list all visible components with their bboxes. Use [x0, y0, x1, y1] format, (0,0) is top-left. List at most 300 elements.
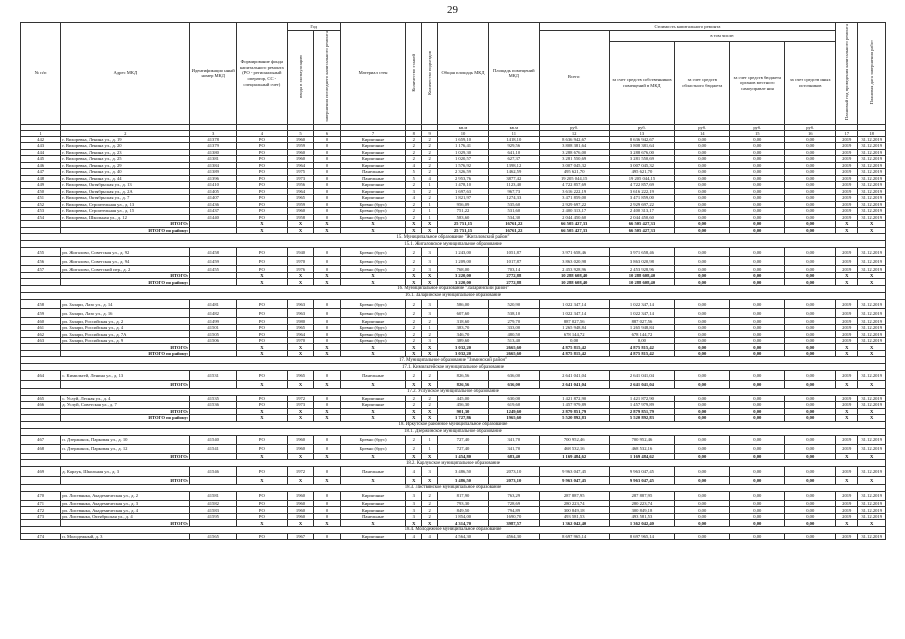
- rooms-area-cell: 728,69: [488, 500, 539, 507]
- total-area-cell: 1 454,80: [438, 453, 489, 460]
- local-budget-cell: 0,00: [730, 533, 785, 540]
- address-cell: ИТОГО:: [61, 476, 190, 484]
- section-header-row: [21, 285, 886, 292]
- fund-type-cell: РО: [236, 143, 287, 150]
- floors-cell: 3: [406, 188, 422, 195]
- other-sources-cell: 0,00: [785, 453, 836, 460]
- regional-budget-cell: 0,00: [675, 221, 730, 228]
- subsection-title: 16.1. Заларинское муниципальное образование: [21, 292, 886, 299]
- column-number-cell: 10: [438, 130, 489, 136]
- total-area-cell: 768,00: [438, 266, 489, 273]
- address-cell: г. Вихоревка, Октябрьская ул., д. 7: [61, 195, 190, 202]
- rooms-area-cell: 1017,87: [488, 257, 539, 266]
- regional-budget-cell: 0,00: [675, 136, 730, 143]
- fund-type-cell: РО: [236, 188, 287, 195]
- regional-budget-cell: 0,00: [675, 248, 730, 257]
- total-cost-cell: 4 875 815,42: [539, 344, 609, 351]
- commission-year-cell: 1972: [287, 467, 313, 476]
- other-sources-cell: 0,00: [785, 188, 836, 195]
- total-cost-cell: 8 697 965,14: [539, 533, 609, 540]
- floors-cell: 4: [406, 467, 422, 476]
- entrances-cell: 2: [422, 491, 438, 500]
- local-budget-cell: 0,00: [730, 136, 785, 143]
- rooms-area-cell: 341,70: [488, 435, 539, 444]
- plan-year-cell: 2019: [836, 435, 858, 444]
- local-budget-cell: 0,00: [730, 371, 785, 380]
- commission-year-cell: 1964: [287, 162, 313, 169]
- plan-year-cell: 2019: [836, 324, 858, 331]
- last-repair-year-cell: 0: [314, 402, 340, 409]
- local-budget-cell: 0,00: [730, 318, 785, 325]
- entrances-cell: 2: [422, 500, 438, 507]
- row-number-cell: 460: [21, 318, 61, 325]
- row-number-cell: 463: [21, 337, 61, 344]
- address-cell: рп. Залари, Лазо ул., д. 16: [61, 309, 190, 318]
- address-cell: ИТОГО по району:: [61, 415, 190, 422]
- unit-cell: руб.: [675, 124, 730, 130]
- commission-year-cell: 1970: [287, 257, 313, 266]
- owners-funds-cell: 280 223,74: [609, 500, 675, 507]
- plan-date-cell: 31.12.2019: [858, 395, 886, 402]
- entrances-cell: 2: [422, 395, 438, 402]
- column-number-cell: 2: [61, 130, 190, 136]
- floors-cell: X: [406, 408, 422, 415]
- building-id-cell: 41396: [190, 175, 237, 182]
- address-cell: ИТОГО:: [61, 221, 190, 228]
- other-sources-cell: 0,00: [785, 169, 836, 176]
- regional-budget-cell: 0,00: [675, 402, 730, 409]
- other-sources-cell: 0,00: [785, 507, 836, 514]
- commission-year-cell: 1960: [287, 156, 313, 163]
- page-number: 29: [447, 4, 458, 16]
- total-area-cell: 1 659,10: [438, 136, 489, 143]
- last-repair-year-cell: 0: [314, 309, 340, 318]
- last-repair-year-cell: 0: [314, 201, 340, 208]
- subsection-header-row: [21, 292, 886, 299]
- total-row: [21, 227, 886, 234]
- last-repair-year-cell: 0: [314, 248, 340, 257]
- plan-year-cell: 2019: [836, 402, 858, 409]
- plan-year-cell: X: [836, 415, 858, 422]
- plan-date-cell: X: [858, 415, 886, 422]
- plan-date-cell: 31.12.2019: [858, 331, 886, 338]
- row-number-cell: 456: [21, 257, 61, 266]
- owners-funds-cell: 1 169 484,62: [609, 453, 675, 460]
- table-body: [21, 136, 886, 540]
- rooms-area-cell: 636,00: [488, 380, 539, 388]
- other-sources-cell: 0,00: [785, 415, 836, 422]
- rooms-area-cell: 2772,88: [488, 279, 539, 286]
- plan-date-cell: 31.12.2019: [858, 444, 886, 453]
- commission-year-cell: 1959: [287, 143, 313, 150]
- table-header: [21, 23, 886, 137]
- fund-type-cell: РО: [236, 195, 287, 202]
- col-incl-header: в том числе:: [609, 31, 836, 42]
- rooms-area-cell: 1965,60: [488, 415, 539, 422]
- owners-funds-cell: 9 963 047,45: [609, 467, 675, 476]
- building-id-cell: 41410: [190, 182, 237, 189]
- entrances-cell: 3: [422, 337, 438, 344]
- wall-material-cell: Бревно (брус): [340, 309, 406, 318]
- commission-year-cell: 1960: [287, 208, 313, 215]
- total-cost-cell: 5 520 892,83: [539, 415, 609, 422]
- rooms-area-cell: 4564,30: [488, 533, 539, 540]
- regional-budget-cell: 0,00: [675, 175, 730, 182]
- regional-budget-cell: 0,00: [675, 143, 730, 150]
- address-cell: рп. Листвянка, Академическая ул., д. 3: [61, 500, 190, 507]
- plan-year-cell: 2019: [836, 208, 858, 215]
- regional-budget-cell: 0,00: [675, 149, 730, 156]
- total-cost-cell: 3 281 550,69: [539, 156, 609, 163]
- address-cell: ИТОГО:: [61, 453, 190, 460]
- regional-budget-cell: 0,00: [675, 299, 730, 308]
- column-number-cell: 13: [609, 130, 675, 136]
- plan-date-cell: X: [858, 408, 886, 415]
- regional-budget-cell: 0,00: [675, 476, 730, 484]
- building-id-cell: 41455: [190, 266, 237, 273]
- section-title: 15. Муниципальное образование "Жигаловский район": [21, 234, 886, 241]
- regional-budget-cell: 0,00: [675, 169, 730, 176]
- building-id-cell: 41582: [190, 500, 237, 507]
- last-repair-year-cell: X: [314, 380, 340, 388]
- table-row: [21, 309, 886, 318]
- total-area-cell: 25 751,15: [438, 221, 489, 228]
- total-area-cell: 4 564,30: [438, 533, 489, 540]
- rooms-area-cell: 3877,42: [488, 175, 539, 182]
- wall-material-cell: Панельные: [340, 175, 406, 182]
- fund-type-cell: РО: [236, 533, 287, 540]
- row-number-cell: 447: [21, 169, 61, 176]
- wall-material-cell: Бревно (брус): [340, 266, 406, 273]
- wall-material-cell: X: [340, 453, 406, 460]
- subsection-header-row: [21, 388, 886, 395]
- floors-cell: 4: [406, 533, 422, 540]
- owners-funds-cell: 495 621,70: [609, 169, 675, 176]
- building-id-cell: 41437: [190, 208, 237, 215]
- entrances-cell: 3: [422, 467, 438, 476]
- owners-funds-cell: 493 581,53: [609, 513, 675, 520]
- other-sources-cell: 0,00: [785, 162, 836, 169]
- entrances-cell: 2: [422, 195, 438, 202]
- total-area-cell: 1 209,00: [438, 257, 489, 266]
- last-repair-year-cell: 0: [314, 533, 340, 540]
- plan-date-cell: 31.12.2019: [858, 324, 886, 331]
- commission-year-cell: 1972: [287, 395, 313, 402]
- table-row: [21, 299, 886, 308]
- col-regional-budget-header: за счет средств областного бюджета: [675, 42, 730, 124]
- col-num-header: № п/п: [21, 23, 61, 125]
- floors-cell: 2: [406, 156, 422, 163]
- total-area-cell: 751,22: [438, 208, 489, 215]
- wall-material-cell: Бревно (брус): [340, 208, 406, 215]
- wall-material-cell: X: [340, 350, 406, 357]
- local-budget-cell: 0,00: [730, 214, 785, 221]
- plan-year-cell: 2019: [836, 248, 858, 257]
- total-area-cell: 1 020,57: [438, 156, 489, 163]
- building-id-cell: 41581: [190, 491, 237, 500]
- local-budget-cell: 0,00: [730, 248, 785, 257]
- floors-cell: X: [406, 272, 422, 279]
- unit-cell: кв.м: [438, 124, 489, 130]
- fund-type-cell: РО: [236, 371, 287, 380]
- total-cost-cell: 468 532,16: [539, 444, 609, 453]
- plan-year-cell: X: [836, 344, 858, 351]
- col-plan-year-header: Плановый год проведения капитального ремонта: [836, 23, 858, 125]
- fund-type-cell: РО: [236, 318, 287, 325]
- fund-type-cell: РО: [236, 435, 287, 444]
- total-cost-cell: 887 027,56: [539, 318, 609, 325]
- row-number-cell: [21, 476, 61, 484]
- total-area-cell: 1 176,41: [438, 143, 489, 150]
- regional-budget-cell: 0,00: [675, 214, 730, 221]
- owners-funds-cell: 678 144,72: [609, 331, 675, 338]
- owners-funds-cell: 3 288 676,00: [609, 149, 675, 156]
- local-budget-cell: 0,00: [730, 415, 785, 422]
- wall-material-cell: X: [340, 221, 406, 228]
- local-budget-cell: 0,00: [730, 309, 785, 318]
- address-cell: д. Карлук, Школьная ул., д. 3: [61, 467, 190, 476]
- last-repair-year-cell: 0: [314, 395, 340, 402]
- total-cost-cell: 8 636 942,67: [539, 136, 609, 143]
- commission-year-cell: X: [287, 227, 313, 234]
- total-area-cell: 817,90: [438, 491, 489, 500]
- local-budget-cell: 0,00: [730, 299, 785, 308]
- row-number-cell: 448: [21, 175, 61, 182]
- total-cost-cell: 3 808 381,64: [539, 143, 609, 150]
- rooms-area-cell: 2772,88: [488, 272, 539, 279]
- other-sources-cell: 0,00: [785, 533, 836, 540]
- column-number-cell: 5: [287, 130, 313, 136]
- column-number-cell: 15: [730, 130, 785, 136]
- commission-year-cell: 1965: [287, 371, 313, 380]
- building-id-cell: 41379: [190, 143, 237, 150]
- row-number-cell: 443: [21, 143, 61, 150]
- commission-year-cell: 1975: [287, 169, 313, 176]
- col-wall-header: Материал стен: [340, 23, 406, 125]
- other-sources-cell: 0,00: [785, 476, 836, 484]
- other-sources-cell: 0,00: [785, 221, 836, 228]
- plan-year-cell: X: [836, 227, 858, 234]
- entrances-cell: 1: [422, 324, 438, 331]
- wall-material-cell: Кирпичные: [340, 533, 406, 540]
- owners-funds-cell: 1 362 042,40: [609, 520, 675, 527]
- plan-year-cell: 2019: [836, 257, 858, 266]
- total-cost-cell: 1 022 347,14: [539, 299, 609, 308]
- total-area-cell: 793,30: [438, 500, 489, 507]
- regional-budget-cell: 0,00: [675, 395, 730, 402]
- commission-year-cell: 1960: [287, 491, 313, 500]
- rooms-area-cell: 333,00: [488, 324, 539, 331]
- rooms-area-cell: 794,89: [488, 507, 539, 514]
- building-id-cell: 41407: [190, 195, 237, 202]
- fund-type-cell: РО: [236, 513, 287, 520]
- building-id-cell: 41595: [190, 513, 237, 520]
- other-sources-cell: 0,00: [785, 435, 836, 444]
- total-area-cell: 445,00: [438, 395, 489, 402]
- fund-type-cell: РО: [236, 299, 287, 308]
- other-sources-cell: 0,00: [785, 444, 836, 453]
- column-number-cell: 8: [406, 130, 422, 136]
- entrances-cell: 1: [422, 208, 438, 215]
- other-sources-cell: 0,00: [785, 371, 836, 380]
- fund-type-cell: X: [236, 272, 287, 279]
- row-number-cell: 462: [21, 331, 61, 338]
- other-sources-cell: 0,00: [785, 337, 836, 344]
- local-budget-cell: 0,00: [730, 195, 785, 202]
- row-number-cell: 449: [21, 182, 61, 189]
- entrances-cell: 1: [422, 444, 438, 453]
- row-number-cell: 464: [21, 371, 61, 380]
- table-row: [21, 444, 886, 453]
- owners-funds-cell: 3 863 020,98: [609, 257, 675, 266]
- wall-material-cell: Кирпичные: [340, 395, 406, 402]
- subsection-header-row: [21, 241, 886, 248]
- owners-funds-cell: 9 963 047,45: [609, 476, 675, 484]
- last-repair-year-cell: 0: [314, 195, 340, 202]
- commission-year-cell: 1970: [287, 337, 313, 344]
- fund-type-cell: РО: [236, 467, 287, 476]
- regional-budget-cell: 0,00: [675, 371, 730, 380]
- fund-type-cell: РО: [236, 208, 287, 215]
- wall-material-cell: Кирпичные: [340, 149, 406, 156]
- owners-funds-cell: 468 532,16: [609, 444, 675, 453]
- owners-funds-cell: 3 616 222,19: [609, 188, 675, 195]
- plan-year-cell: 2019: [836, 175, 858, 182]
- local-budget-cell: 0,00: [730, 188, 785, 195]
- column-number-cell: 6: [314, 130, 340, 136]
- other-sources-cell: 0,00: [785, 467, 836, 476]
- rooms-area-cell: 2073,10: [488, 467, 539, 476]
- floors-cell: 4: [406, 162, 422, 169]
- address-cell: рп. Залари, Российская ул., д. 9: [61, 337, 190, 344]
- total-cost-cell: 4 722 857,69: [539, 182, 609, 189]
- commission-year-cell: 1963: [287, 299, 313, 308]
- rooms-area-cell: 763,29: [488, 491, 539, 500]
- building-id-cell: 41459: [190, 257, 237, 266]
- owners-funds-cell: 2 929 697,22: [609, 201, 675, 208]
- floors-cell: 2: [406, 136, 422, 143]
- entrances-cell: 1: [422, 201, 438, 208]
- entrances-cell: 2: [422, 136, 438, 143]
- total-area-cell: 2 326,59: [438, 169, 489, 176]
- total-cost-cell: 19 205 044,15: [539, 175, 609, 182]
- wall-material-cell: X: [340, 476, 406, 484]
- other-sources-cell: 0,00: [785, 195, 836, 202]
- address-cell: рп. Листвянка, Академическая ул., д. 4: [61, 507, 190, 514]
- floors-cell: 2: [406, 201, 422, 208]
- entrances-cell: X: [422, 380, 438, 388]
- other-sources-cell: 0,00: [785, 149, 836, 156]
- owners-funds-cell: 2 641 041,04: [609, 371, 675, 380]
- entrances-cell: X: [422, 272, 438, 279]
- section-title: 16. Муниципальное образование "Заларинский район": [21, 285, 886, 292]
- row-number-cell: 469: [21, 467, 61, 476]
- plan-date-cell: X: [858, 380, 886, 388]
- wall-material-cell: Бревно (брус): [340, 248, 406, 257]
- plan-date-cell: X: [858, 453, 886, 460]
- total-area-cell: 3 032,20: [438, 350, 489, 357]
- floors-cell: 2: [406, 331, 422, 338]
- total-cost-cell: 10 288 608,40: [539, 272, 609, 279]
- entrances-cell: X: [422, 344, 438, 351]
- rooms-area-cell: 1398,12: [488, 162, 539, 169]
- plan-year-cell: X: [836, 380, 858, 388]
- table-row: [21, 435, 886, 444]
- plan-year-cell: 2019: [836, 182, 858, 189]
- wall-material-cell: Кирпичные: [340, 491, 406, 500]
- owners-funds-cell: 3 808 381,64: [609, 143, 675, 150]
- wall-material-cell: Бревно (брус): [340, 201, 406, 208]
- building-id-cell: 41436: [190, 201, 237, 208]
- address-cell: г. Вихоревка, Школьная ул., д. 12: [61, 214, 190, 221]
- plan-year-cell: 2019: [836, 444, 858, 453]
- fund-type-cell: РО: [236, 402, 287, 409]
- plan-date-cell: 31.12.2019: [858, 182, 886, 189]
- entrances-cell: 2: [422, 169, 438, 176]
- commission-year-cell: 1959: [287, 201, 313, 208]
- total-cost-cell: 4 875 815,42: [539, 350, 609, 357]
- floors-cell: 5: [406, 175, 422, 182]
- rooms-area-cell: 279,70: [488, 318, 539, 325]
- commission-year-cell: 1956: [287, 182, 313, 189]
- owners-funds-cell: 2 453 928,96: [609, 266, 675, 273]
- commission-year-cell: X: [287, 453, 313, 460]
- owners-funds-cell: 1 421 872,90: [609, 395, 675, 402]
- other-sources-cell: 0,00: [785, 214, 836, 221]
- fund-type-cell: РО: [236, 214, 287, 221]
- column-number-cell: 1: [21, 130, 61, 136]
- rooms-area-cell: 636,00: [488, 371, 539, 380]
- plan-year-cell: 2019: [836, 188, 858, 195]
- local-budget-cell: 0,00: [730, 453, 785, 460]
- plan-date-cell: 31.12.2019: [858, 507, 886, 514]
- owners-funds-cell: 3 007 045,32: [609, 162, 675, 169]
- fund-type-cell: РО: [236, 162, 287, 169]
- other-sources-cell: 0,00: [785, 272, 836, 279]
- subsection-title: 18.4. Молодежное муниципальное образование: [21, 526, 886, 533]
- plan-date-cell: 31.12.2019: [858, 248, 886, 257]
- commission-year-cell: 1960: [287, 444, 313, 453]
- owners-funds-cell: 2 400 313,17: [609, 208, 675, 215]
- local-budget-cell: 0,00: [730, 162, 785, 169]
- total-area-cell: 389,60: [438, 337, 489, 344]
- fund-type-cell: РО: [236, 169, 287, 176]
- total-cost-cell: 2 641 041,04: [539, 371, 609, 380]
- fund-type-cell: РО: [236, 182, 287, 189]
- total-area-cell: 1 854,00: [438, 513, 489, 520]
- local-budget-cell: 0,00: [730, 156, 785, 163]
- total-cost-cell: 10 288 608,40: [539, 279, 609, 286]
- row-number-cell: 474: [21, 533, 61, 540]
- plan-date-cell: X: [858, 344, 886, 351]
- commission-year-cell: X: [287, 408, 313, 415]
- subsection-header-row: [21, 428, 886, 435]
- commission-year-cell: 1960: [287, 435, 313, 444]
- owners-funds-cell: 66 505 427,33: [609, 227, 675, 234]
- col-local-budget-header: за счет средств бюджета органов местного самоуправле ния: [730, 42, 785, 124]
- local-budget-cell: 0,00: [730, 143, 785, 150]
- rooms-area-cell: 513,40: [488, 337, 539, 344]
- owners-funds-cell: 4 722 857,69: [609, 182, 675, 189]
- address-cell: г. Вихоревка, Ленина ул., д. 23: [61, 149, 190, 156]
- commission-year-cell: 1965: [287, 324, 313, 331]
- row-number-cell: 461: [21, 324, 61, 331]
- floors-cell: 2: [406, 208, 422, 215]
- local-budget-cell: 0,00: [730, 408, 785, 415]
- regional-budget-cell: 0,00: [675, 188, 730, 195]
- total-cost-cell: 9 963 047,45: [539, 467, 609, 476]
- total-area-cell: 1 727,86: [438, 415, 489, 422]
